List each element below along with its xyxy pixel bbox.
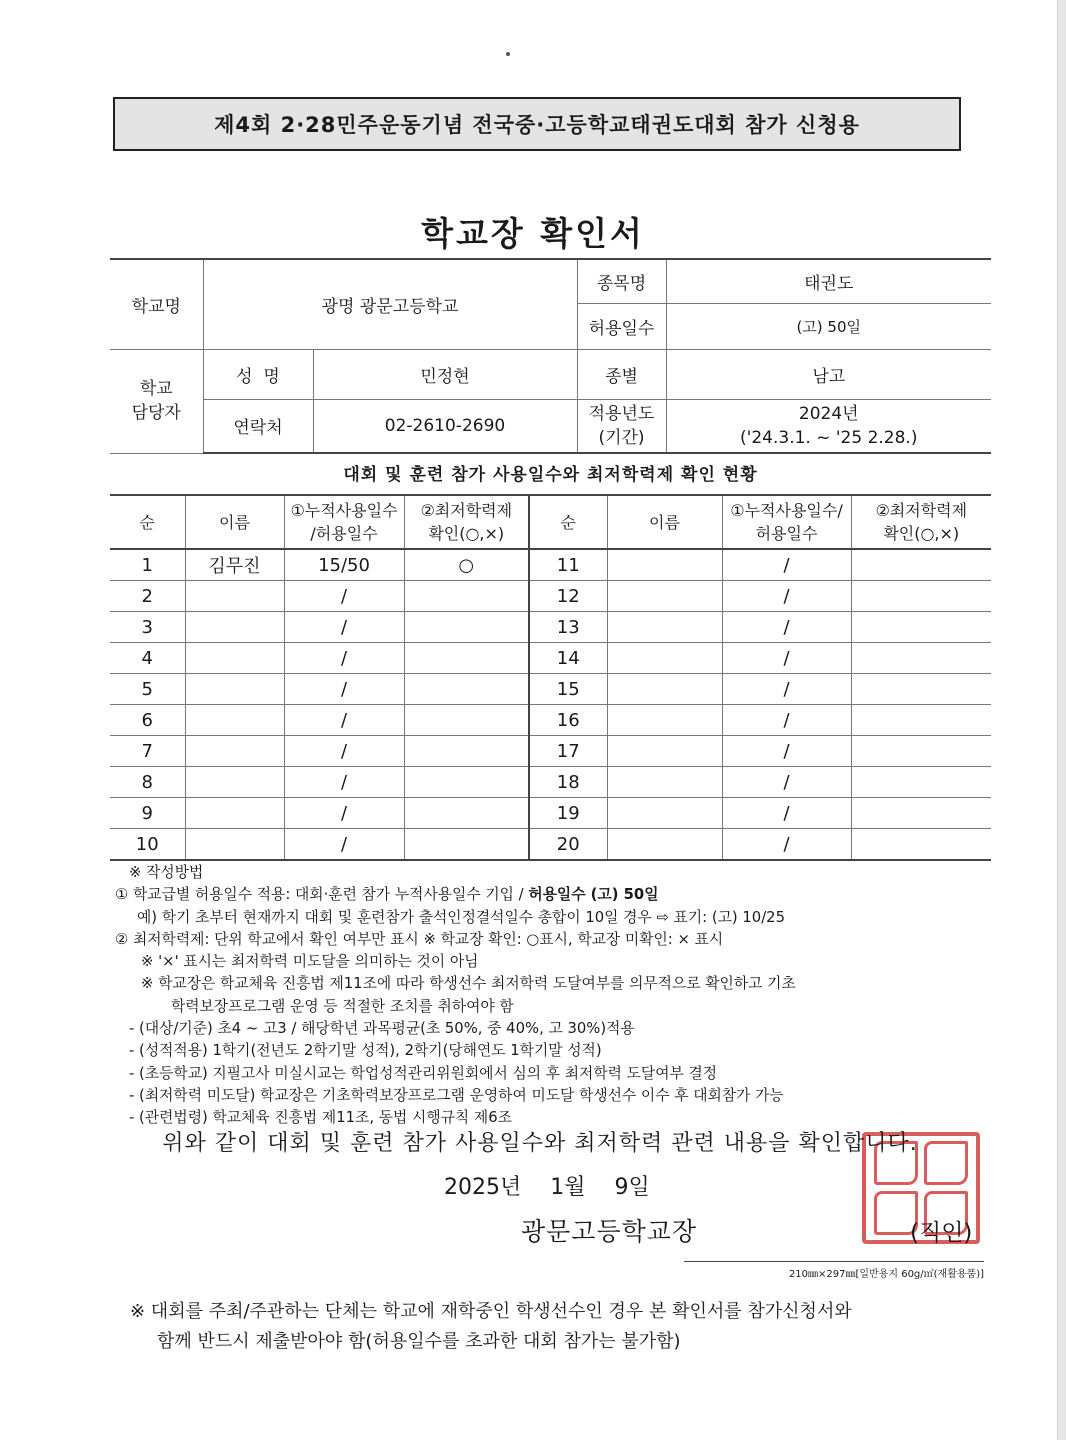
row-check-right bbox=[851, 549, 991, 581]
table-row bbox=[110, 643, 991, 674]
school-name-label: 학교명 bbox=[110, 259, 203, 349]
row-days: / bbox=[284, 643, 404, 674]
row-check-right bbox=[851, 705, 991, 736]
header-no: 순 bbox=[110, 495, 185, 549]
table-row bbox=[110, 674, 991, 705]
manager-name-label: 성 명 bbox=[203, 349, 313, 399]
row-no-right: 11 bbox=[529, 549, 607, 581]
row-days: / bbox=[284, 767, 404, 798]
row-no: 7 bbox=[110, 736, 185, 767]
row-days-right: / bbox=[722, 798, 851, 829]
row-no: 6 bbox=[110, 705, 185, 736]
table-row bbox=[110, 581, 991, 612]
row-check-right bbox=[851, 581, 991, 612]
detail-1: - (대상/기준) 초4 ~ 고3 / 해당학년 과목평균(초 50%, 중 40%, 고 30%)적용 bbox=[129, 1020, 635, 1038]
row-no: 1 bbox=[110, 549, 185, 581]
row-no-right: 20 bbox=[529, 829, 607, 861]
row-check-right bbox=[851, 643, 991, 674]
table-row bbox=[110, 767, 991, 798]
row-days-right: / bbox=[722, 581, 851, 612]
note-2-sub-2: ※ 학교장은 학교체육 진흥법 제11조에 따라 학생선수 최저학력 도달여부를 의무적으로 확인하고 기초 bbox=[141, 975, 796, 993]
row-check bbox=[404, 767, 529, 798]
row-check bbox=[404, 798, 529, 829]
school-info-table bbox=[110, 258, 991, 454]
note-1-bold: 허용일수 (고) 50일 bbox=[528, 886, 659, 904]
table-row bbox=[110, 549, 991, 581]
row-name bbox=[185, 736, 284, 767]
row-name bbox=[185, 612, 284, 643]
participation-status-table bbox=[110, 494, 991, 861]
row-name-right bbox=[607, 767, 722, 798]
principal-name: 광문고등학교장 bbox=[521, 1217, 698, 1246]
row-days-right: / bbox=[722, 612, 851, 643]
row-no-right: 13 bbox=[529, 612, 607, 643]
date-month: 1월 bbox=[550, 1175, 586, 1200]
row-name-right bbox=[607, 705, 722, 736]
note-1-text: ① 학교급별 허용일수 적용: 대회·훈련 참가 누적사용일수 기입 / bbox=[115, 886, 529, 904]
row-days: / bbox=[284, 581, 404, 612]
detail-2: - (성적적용) 1학기(전년도 2학기말 성적), 2학기(당해연도 1학기말 성적) bbox=[129, 1042, 602, 1060]
apply-year-cell bbox=[666, 399, 991, 453]
row-check-right bbox=[851, 612, 991, 643]
row-no: 3 bbox=[110, 612, 185, 643]
note-2-sub-1: ※ '×' 표시는 최저학력 미도달을 의미하는 것이 아님 bbox=[141, 953, 479, 971]
apply-year-value: 2024년 bbox=[798, 403, 859, 424]
note-2-sub-2b: 학력보장프로그램 운영 등 적절한 조치를 취하여야 함 bbox=[171, 997, 514, 1015]
row-name bbox=[185, 829, 284, 861]
note-1-example: 예) 학기 초부터 현재까지 대회 및 훈련참가 출석인정결석일수 총합이 10일 경우 ⇨ 표기: (고) 10/25 bbox=[137, 908, 786, 926]
table-row bbox=[110, 705, 991, 736]
row-check: ○ bbox=[404, 549, 529, 581]
row-no: 8 bbox=[110, 767, 185, 798]
type-value: 남고 bbox=[666, 349, 991, 399]
type-label: 종별 bbox=[577, 349, 666, 399]
apply-period-value: ('24.3.1. ~ '25 2.28.) bbox=[740, 427, 918, 448]
row-name-right bbox=[607, 581, 722, 612]
header-name-right: 이름 bbox=[607, 495, 722, 549]
row-no-right: 15 bbox=[529, 674, 607, 705]
header-check: ②최저학력제 확인(○,×) bbox=[404, 495, 529, 549]
date-year: 2025년 bbox=[444, 1175, 522, 1200]
row-days: / bbox=[284, 798, 404, 829]
row-no-right: 19 bbox=[529, 798, 607, 829]
manager-name-value: 민정현 bbox=[313, 349, 577, 399]
row-days: / bbox=[284, 736, 404, 767]
row-days-right: / bbox=[722, 829, 851, 861]
event-value: 태권도 bbox=[666, 259, 991, 303]
row-days-right: / bbox=[722, 549, 851, 581]
row-days: 15/50 bbox=[284, 549, 404, 581]
header-no-right: 순 bbox=[529, 495, 607, 549]
row-days: / bbox=[284, 705, 404, 736]
table-row bbox=[110, 736, 991, 767]
row-days-right: / bbox=[722, 674, 851, 705]
status-section-title: 대회 및 훈련 참가 사용일수와 최저학력제 확인 현황 bbox=[343, 465, 758, 485]
row-check-right bbox=[851, 798, 991, 829]
row-name-right bbox=[607, 736, 722, 767]
header-check-right: ②최저학력제 확인(○,×) bbox=[851, 495, 991, 549]
apply-year-label: 적용년도 (기간) bbox=[577, 399, 666, 453]
seal-label: (직인) bbox=[910, 1220, 973, 1246]
row-name-right bbox=[607, 829, 722, 861]
row-name bbox=[185, 674, 284, 705]
event-label: 종목명 bbox=[577, 259, 666, 303]
confirmation-text: 위와 같이 대회 및 훈련 참가 사용일수와 최저학력 관련 내용을 확인합니다. bbox=[162, 1131, 918, 1156]
table-row bbox=[110, 798, 991, 829]
row-name-right bbox=[607, 612, 722, 643]
table-row bbox=[110, 612, 991, 643]
row-no-right: 16 bbox=[529, 705, 607, 736]
row-check bbox=[404, 581, 529, 612]
row-days: / bbox=[284, 674, 404, 705]
table-row bbox=[110, 829, 991, 861]
writing-instructions bbox=[115, 862, 995, 1130]
row-name-right bbox=[607, 798, 722, 829]
footer-line-2: 함께 반드시 제출받아야 함(허용일수를 초과한 대회 참가는 불가함) bbox=[157, 1331, 681, 1352]
row-no-right: 12 bbox=[529, 581, 607, 612]
confirmation-date bbox=[444, 1170, 672, 1201]
row-days: / bbox=[284, 612, 404, 643]
contact-label: 연락처 bbox=[203, 399, 313, 453]
row-name bbox=[185, 581, 284, 612]
contact-value: 02-2610-2690 bbox=[313, 399, 577, 453]
row-no: 9 bbox=[110, 798, 185, 829]
row-check bbox=[404, 705, 529, 736]
row-name bbox=[185, 643, 284, 674]
speck bbox=[506, 52, 510, 56]
row-name-right bbox=[607, 674, 722, 705]
document-title: 학교장 확인서 bbox=[421, 214, 645, 253]
row-no: 10 bbox=[110, 829, 185, 861]
row-days-right: / bbox=[722, 736, 851, 767]
detail-3: - (초등학교) 지필고사 미실시교는 학업성적관리위원회에서 심의 후 최저학력 도달여부 결정 bbox=[129, 1064, 718, 1082]
row-days-right: / bbox=[722, 705, 851, 736]
row-name-right bbox=[607, 549, 722, 581]
note-1 bbox=[115, 884, 995, 906]
row-check bbox=[404, 736, 529, 767]
row-name-right bbox=[607, 643, 722, 674]
header-days: ①누적사용일수 /허용일수 bbox=[284, 495, 404, 549]
row-check bbox=[404, 643, 529, 674]
detail-5: - (관련법령) 학교체육 진흥법 제11조, 동법 시행규칙 제6조 bbox=[129, 1109, 512, 1127]
note-2: ② 최저학력제: 단위 학교에서 확인 여부만 표시 ※ 학교장 확인: ○표시, 학교장 미확인: × 표시 bbox=[115, 930, 724, 948]
row-no-right: 18 bbox=[529, 767, 607, 798]
row-check bbox=[404, 612, 529, 643]
header-days-right: ①누적사용일수/ 허용일수 bbox=[722, 495, 851, 549]
row-no: 2 bbox=[110, 581, 185, 612]
row-name: 김무진 bbox=[185, 549, 284, 581]
row-check-right bbox=[851, 674, 991, 705]
event-banner: 제4회 2·28민주운동기념 전국중·고등학교태권도대회 참가 신청용 bbox=[113, 97, 961, 151]
date-day: 9일 bbox=[614, 1175, 650, 1200]
footer-line-1: ※ 대회를 주최/주관하는 단체는 학교에 재학중인 학생선수인 경우 본 확인서를 참가신청서와 bbox=[130, 1301, 852, 1322]
detail-4: - (최저학력 미도달) 학교장은 기초학력보장프로그램 운영하여 미도달 학생선수 이수 후 대회참가 가능 bbox=[129, 1086, 784, 1104]
row-no-right: 14 bbox=[529, 643, 607, 674]
row-name bbox=[185, 705, 284, 736]
row-no-right: 17 bbox=[529, 736, 607, 767]
row-no: 5 bbox=[110, 674, 185, 705]
row-check-right bbox=[851, 767, 991, 798]
row-days-right: / bbox=[722, 643, 851, 674]
manager-label: 학교 담당자 bbox=[110, 349, 203, 453]
allowed-days-value: (고) 50일 bbox=[666, 303, 991, 349]
school-name-value: 광명 광문고등학교 bbox=[203, 259, 577, 349]
row-check-right bbox=[851, 829, 991, 861]
row-no: 4 bbox=[110, 643, 185, 674]
paper-spec: 210㎜×297㎜[일반용지 60g/㎡(재활용품)] bbox=[684, 1261, 984, 1280]
header-name: 이름 bbox=[185, 495, 284, 549]
footer-note bbox=[130, 1297, 852, 1357]
row-name bbox=[185, 798, 284, 829]
notes-heading: ※ 작성방법 bbox=[129, 864, 204, 881]
row-days-right: / bbox=[722, 767, 851, 798]
row-check-right bbox=[851, 736, 991, 767]
row-check bbox=[404, 829, 529, 861]
row-name bbox=[185, 767, 284, 798]
row-days: / bbox=[284, 829, 404, 861]
allowed-days-label: 허용일수 bbox=[577, 303, 666, 349]
row-check bbox=[404, 674, 529, 705]
